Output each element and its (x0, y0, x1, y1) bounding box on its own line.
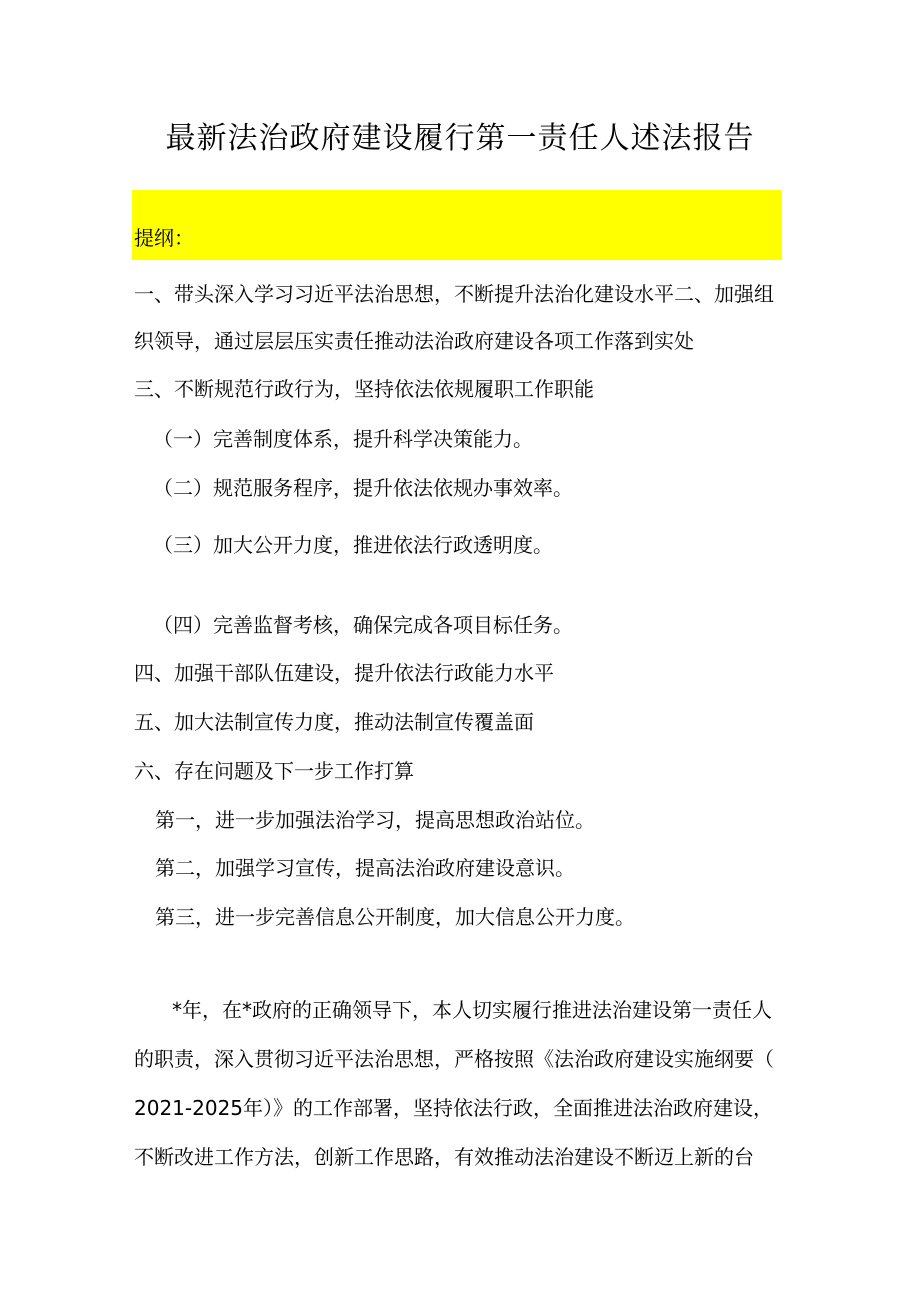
outline-line: 三、不断规范行政行为，坚持依法依规履职工作职能 (134, 377, 594, 401)
body-paragraph-line: 2021-2025年）》的工作部署，坚持依法行政，全面推进法治政府建设， (134, 1096, 774, 1120)
outline-line: 四、加强干部队伍建设，提升依法行政能力水平 (134, 661, 554, 685)
body-paragraph-line: 不断改进工作方法，创新工作思路，有效推动法治建设不断迈上新的台 (134, 1145, 754, 1169)
outline-line: 六、存在问题及下一步工作打算 (134, 759, 414, 783)
outline-highlight (132, 190, 782, 260)
outline-subitem: （三）加大公开力度，推进依法行政透明度。 (153, 533, 553, 557)
outline-line: 一、带头深入学习习近平法治思想，不断提升法治化建设水平二、加强组 (134, 282, 774, 306)
body-paragraph-line: 的职责，深入贯彻习近平法治思想，严格按照《法治政府建设实施纲要（ (134, 1047, 774, 1071)
outline-subitem: （二）规范服务程序，提升依法依规办事效率。 (153, 476, 573, 500)
outline-line: 织领导，通过层层压实责任推动法治政府建设各项工作落到实处 (134, 329, 694, 353)
outline-subitem: （四）完善监督考核，确保完成各项目标任务。 (153, 613, 573, 637)
outline-line: 五、加大法制宣传力度，推动法制宣传覆盖面 (134, 710, 534, 734)
outline-label: 提纲： (134, 226, 194, 250)
outline-subitem: 第一，进一步加强法治学习，提高思想政治站位。 (155, 808, 595, 832)
outline-subitem: （一）完善制度体系，提升科学决策能力。 (153, 427, 533, 451)
body-paragraph-line: *年，在*政府的正确领导下，本人切实履行推进法治建设第一责任人 (172, 998, 772, 1022)
outline-subitem: 第二，加强学习宣传，提高法治政府建设意识。 (155, 856, 575, 880)
outline-subitem: 第三，进一步完善信息公开制度，加大信息公开力度。 (155, 905, 635, 929)
document-title: 最新法治政府建设履行第一责任人述法报告 (165, 121, 755, 156)
